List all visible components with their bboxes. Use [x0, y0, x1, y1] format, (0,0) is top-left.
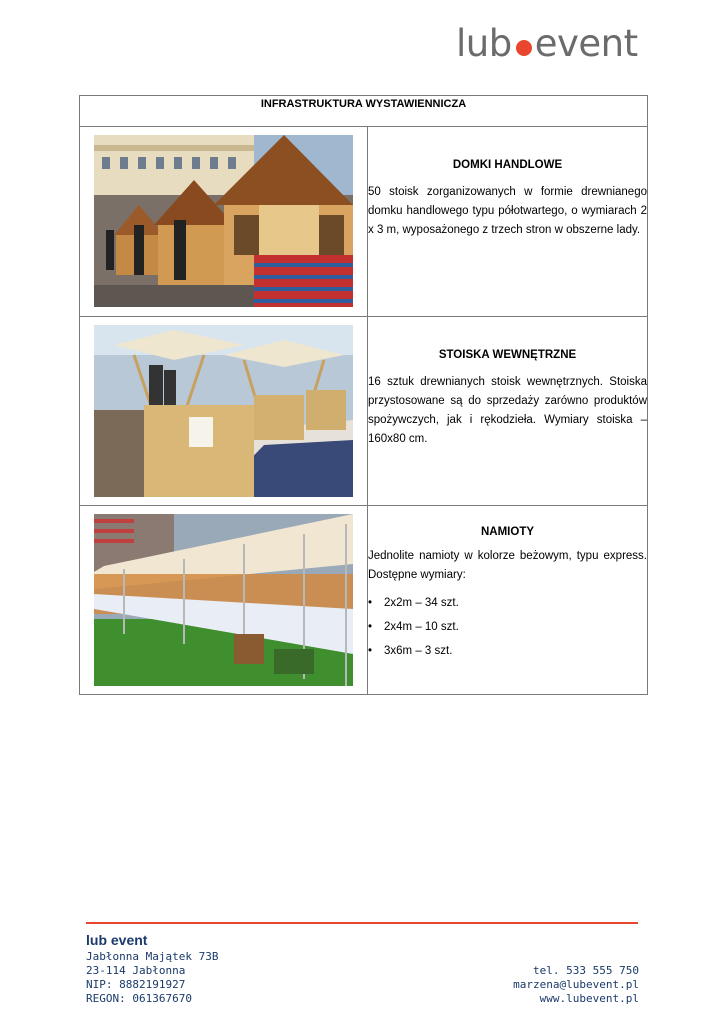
table-row [80, 127, 648, 317]
section-title: NAMIOTY [480, 526, 535, 538]
section-text: Jednolite namioty w kolorze beżowym, typu express. Dostępne wymiary: [368, 550, 647, 581]
table-header: INFRASTRUKTURA WYSTAWIENNICZA [80, 96, 648, 127]
footer-email-link[interactable]: marzena@lubevent.pl [513, 978, 639, 991]
footer-phone: tel. 533 555 750 [533, 964, 639, 977]
market-stalls-photo [94, 135, 353, 307]
footer-nip: NIP: 8882191927 [86, 978, 186, 991]
infrastructure-table [79, 95, 648, 695]
logo-dot-icon [516, 40, 532, 56]
table-row [80, 506, 648, 695]
photo-cell [80, 127, 368, 317]
description-cell [368, 317, 648, 506]
photo-cell [80, 317, 368, 506]
photo-cell [80, 506, 368, 695]
footer-brand: lub event [86, 932, 148, 948]
footer-divider [86, 922, 638, 924]
list-item: • 2x2m – 34 szt. [368, 591, 647, 615]
company-logo [456, 22, 638, 66]
list-item: • 3x6m – 3 szt. [368, 639, 647, 663]
footer-address-line1: Jabłonna Majątek 73B [86, 950, 219, 963]
logo-text-right: event [534, 22, 638, 65]
description-cell [368, 127, 648, 317]
section-text: 50 stoisk zorganizowanych w formie drewnianego domku handlowego typu półotwartego, o wymiarach 2 x 3 m, wyposażonego z trzech stron w obszerne lady. [368, 186, 647, 236]
logo-text-left: lub [456, 22, 512, 65]
tent-size-list [368, 591, 647, 663]
tents-photo [94, 514, 353, 686]
section-title: STOISKA WEWNĘTRZNE [438, 349, 577, 361]
description-cell [368, 506, 648, 695]
footer-website-link[interactable]: www.lubevent.pl [539, 992, 639, 1005]
footer-contact [513, 964, 639, 1006]
footer-regon: REGON: 061367670 [86, 992, 192, 1005]
section-text: 16 sztuk drewnianych stoisk wewnętrznych. Stoiska przystosowane są do sprzedaży zarówno produktów spożywczych, jak i rękodzieła. Wymiary stoiska – 160x80 cm. [368, 376, 647, 445]
footer-address-line2: 23-114 Jabłonna [86, 964, 186, 977]
list-item: • 2x4m – 10 szt. [368, 615, 647, 639]
footer-company-details [86, 950, 218, 1006]
indoor-stands-photo [94, 325, 353, 497]
table-row [80, 317, 648, 506]
section-title: DOMKI HANDLOWE [452, 159, 563, 171]
